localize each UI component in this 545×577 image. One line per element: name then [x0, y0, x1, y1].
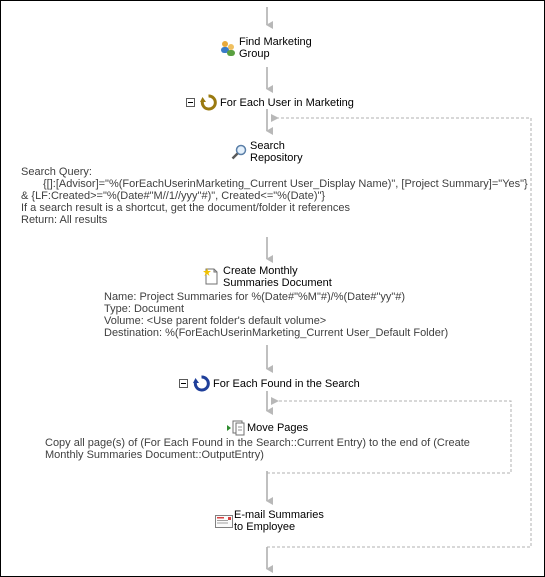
- collapse-toggle-for-each-user[interactable]: [186, 98, 195, 107]
- search-repository-properties: [21, 166, 528, 226]
- property-line: & {LF:Created>="%(Date#"M//1//yyy"#)", Created<="%(Date)"}: [21, 190, 326, 202]
- label-line: Find Marketing: [239, 36, 312, 48]
- step-label-email-summaries[interactable]: [234, 509, 324, 533]
- property-line: {[]:[Advisor]="%(ForEachUserinMarketing_Current User_Display Name)", [Project Summary]="Yes"}: [43, 178, 528, 190]
- step-label-move-pages[interactable]: Move Pages: [247, 422, 309, 434]
- create-document-properties: [104, 291, 448, 339]
- property-line: Return: All results: [21, 214, 108, 226]
- label-line: to Employee: [234, 521, 296, 533]
- loop-arrow-icon: [193, 375, 210, 392]
- property-line: Destination: %(ForEachUserinMarketing_Current User_Default Folder): [104, 327, 449, 339]
- step-label-create-monthly-summaries[interactable]: [223, 265, 332, 289]
- new-document-icon: [203, 267, 219, 285]
- users-group-icon: [220, 40, 236, 56]
- step-label-search-repository[interactable]: [250, 140, 303, 164]
- email-icon: [215, 515, 233, 528]
- label-line: Search: [250, 140, 285, 152]
- property-line: Volume: <Use parent folder's default volume>: [104, 315, 327, 327]
- property-line: Name: Project Summaries for %(Date#"%M"#)/%(Date#"yy"#): [104, 291, 406, 303]
- property-line: Copy all page(s) of (For Each Found in the Search::Current Entry) to the end of (Create Monthly Summaries Document::OutputEntry): [45, 437, 470, 461]
- move-pages-icon: [227, 420, 245, 436]
- property-line: Search Query:: [21, 166, 92, 178]
- step-label-for-each-user[interactable]: For Each User in Marketing: [220, 97, 354, 109]
- move-pages-properties: [45, 437, 485, 461]
- magnifier-icon: [231, 144, 247, 160]
- label-line: E-mail Summaries: [234, 509, 324, 521]
- step-label-find-marketing-group[interactable]: [239, 36, 312, 60]
- label-line: Repository: [250, 152, 303, 164]
- property-line: Type: Document: [104, 303, 185, 315]
- label-line: Summaries Document: [223, 277, 332, 289]
- loop-arrow-icon: [200, 94, 217, 111]
- collapse-toggle-for-each-found[interactable]: [179, 379, 188, 388]
- step-label-for-each-found[interactable]: For Each Found in the Search: [213, 378, 360, 390]
- property-line: If a search result is a shortcut, get the document/folder it references: [21, 202, 350, 214]
- label-line: Group: [239, 48, 270, 60]
- label-line: Create Monthly: [223, 265, 298, 277]
